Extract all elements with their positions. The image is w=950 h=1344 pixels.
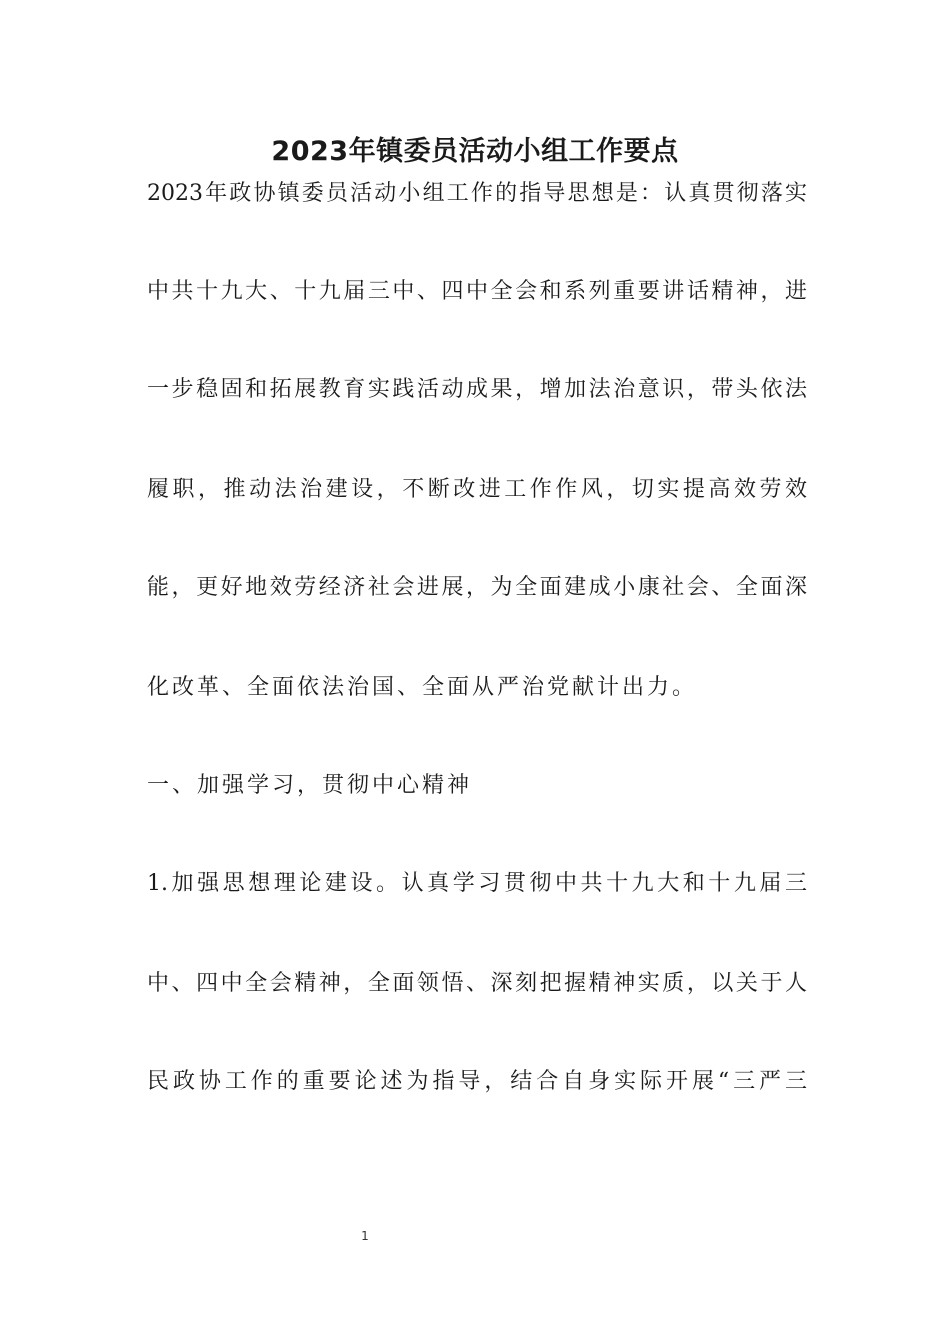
body-line-6: 化改革、全面依法治国、全面从严治党献计出力。 — [147, 675, 698, 700]
body-line-1: 2023年政协镇委员活动小组工作的指导思想是：认真贯彻落实 — [147, 181, 807, 206]
body-line-8: 1.加强思想理论建设。认真学习贯彻中共十九大和十九届三 — [147, 871, 807, 896]
section-heading-1: 一、加强学习，贯彻中心精神 — [147, 773, 473, 798]
body-line-4: 履职，推动法治建设，不断改进工作作风，切实提高效劳效 — [147, 477, 807, 502]
body-line-9: 中、四中全会精神，全面领悟、深刻把握精神实质，以关于人 — [147, 971, 807, 996]
body-line-10: 民政协工作的重要论述为指导，结合自身实际开展“三严三 — [147, 1069, 807, 1094]
page-number: 1 — [361, 1229, 369, 1243]
body-line-3: 一步稳固和拓展教育实践活动成果，增加法治意识，带头依法 — [147, 377, 807, 402]
document-title: 2023年镇委员活动小组工作要点 — [271, 136, 679, 167]
body-line-2: 中共十九大、十九届三中、四中全会和系列重要讲话精神，进 — [147, 279, 807, 304]
body-line-5: 能，更好地效劳经济社会进展，为全面建成小康社会、全面深 — [147, 575, 807, 600]
